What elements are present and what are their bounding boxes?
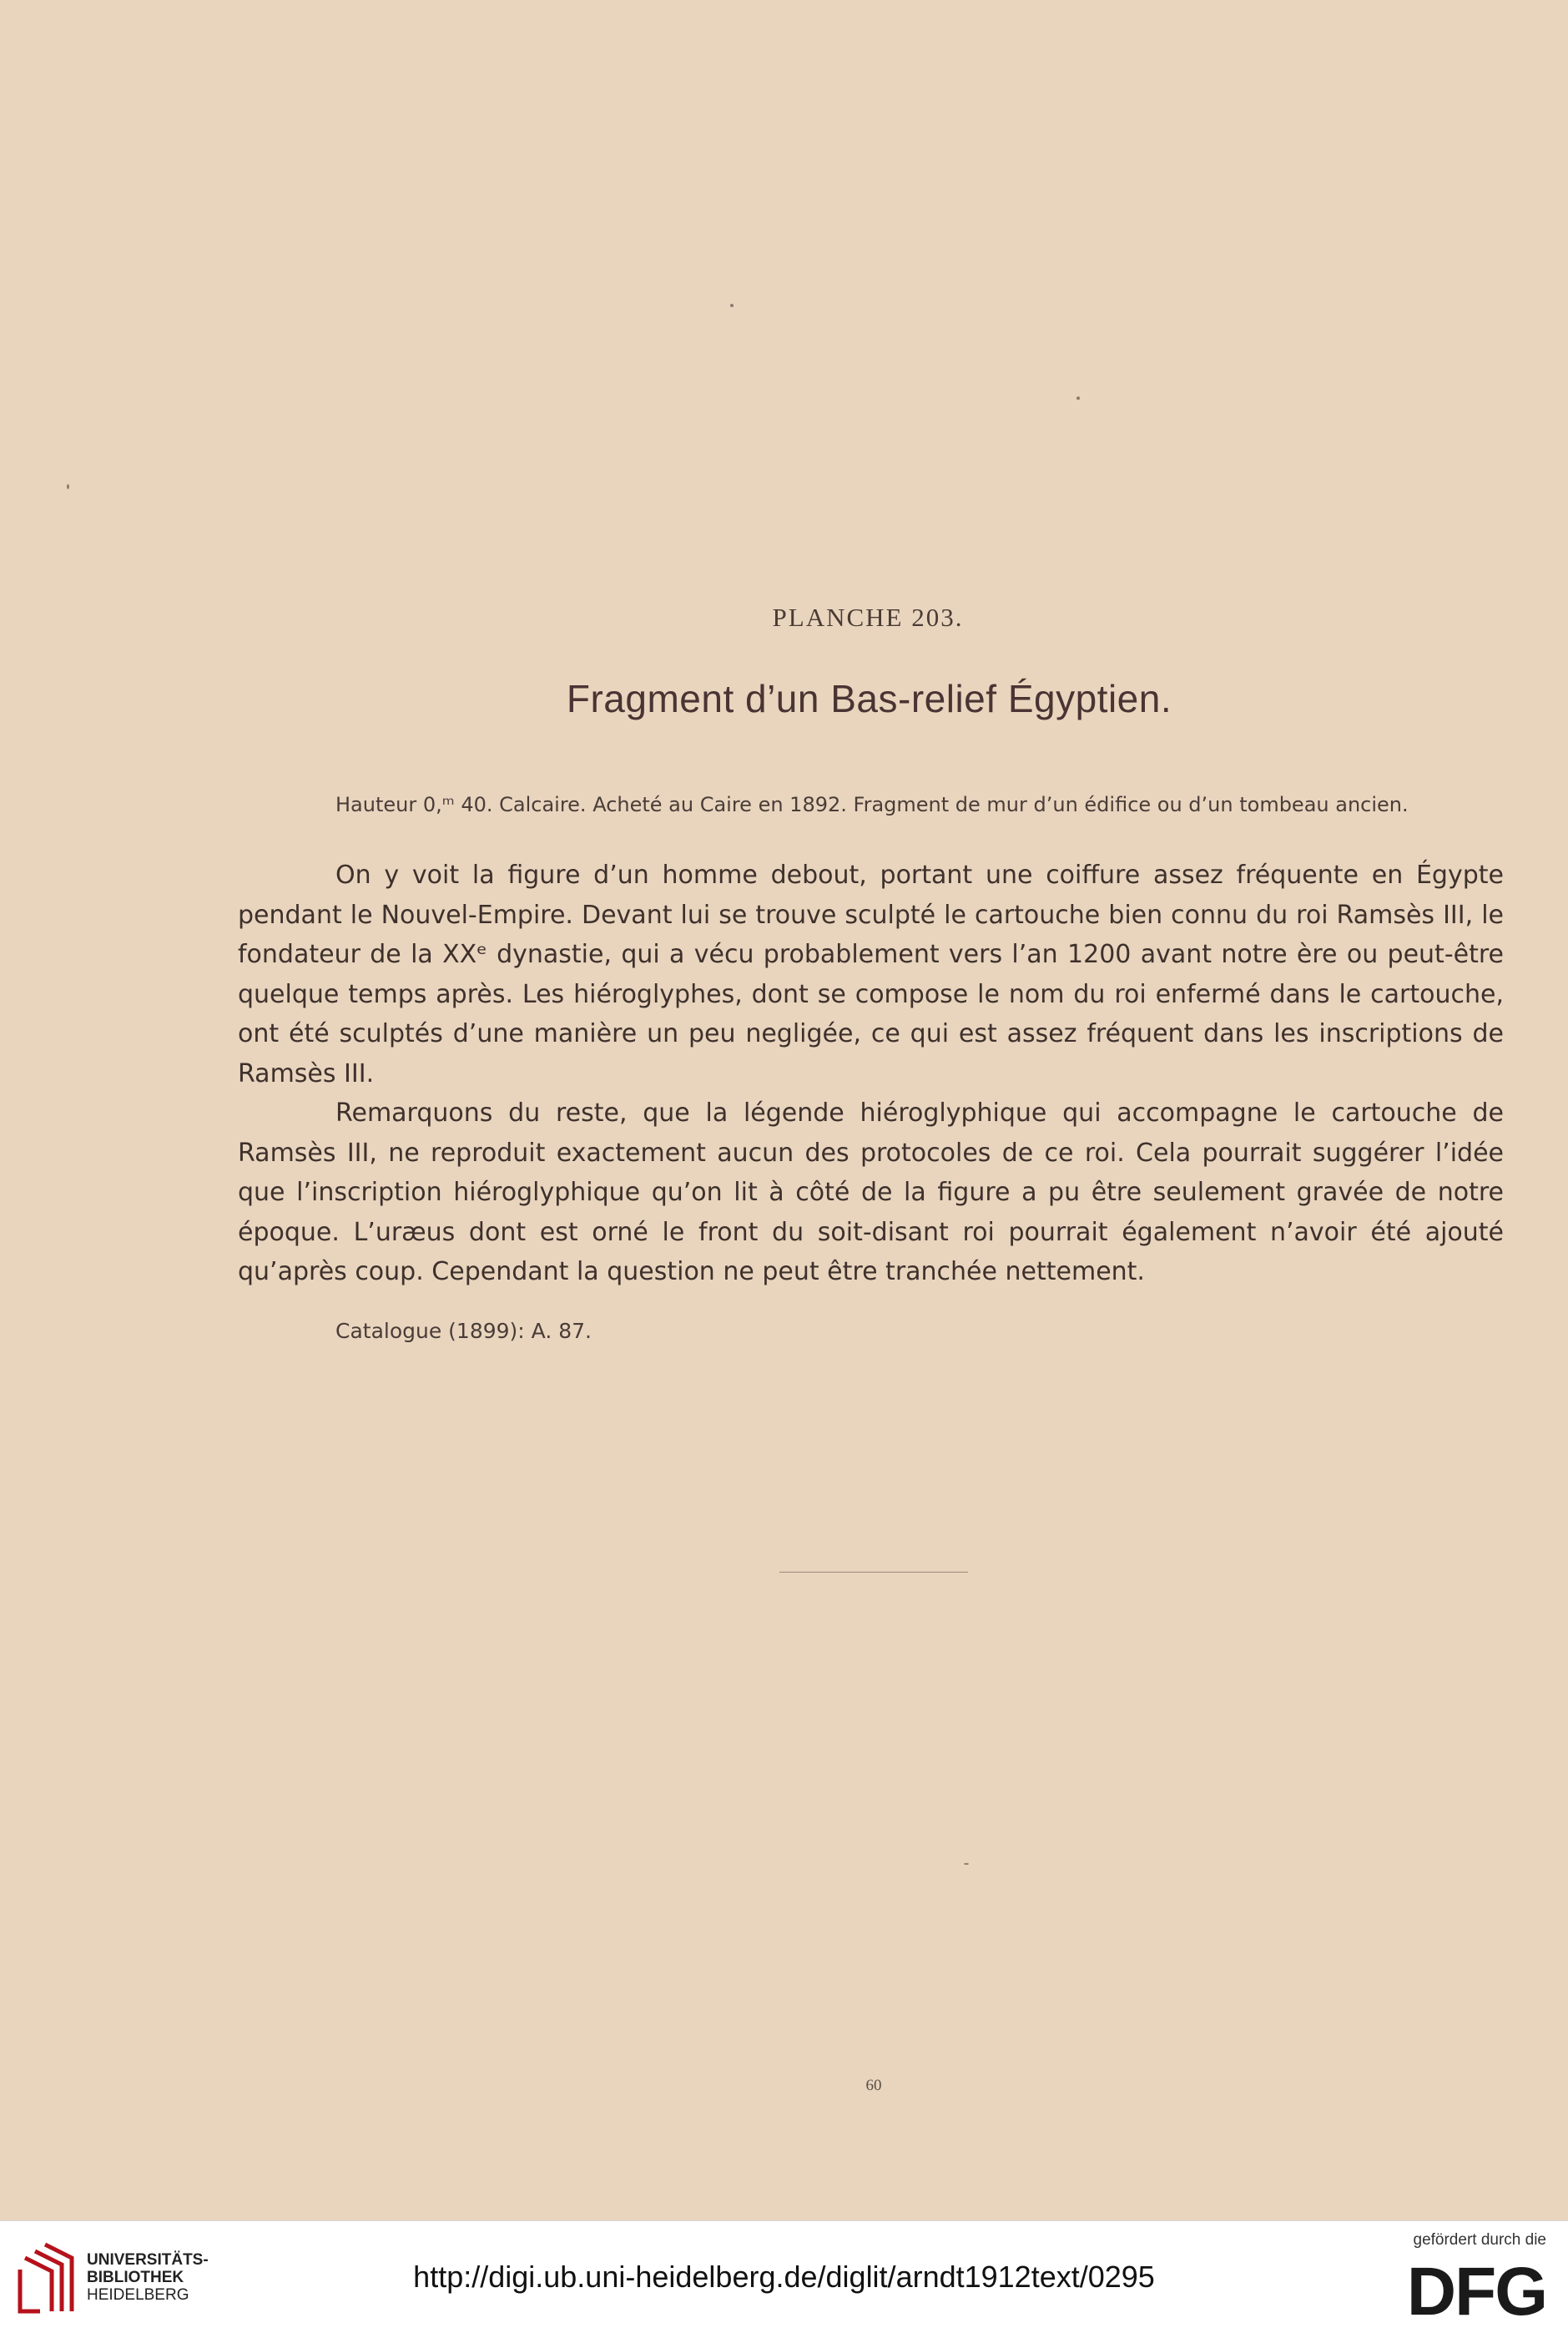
library-name-line: BIBLIOTHEK [87,2269,184,2286]
library-name-line: UNIVERSITÄTS- [87,2251,209,2269]
catalogue-reference: Catalogue (1899): A. 87. [335,1319,592,1343]
plate-number: PLANCHE 203. [772,603,964,632]
paragraph: Remarquons du reste, que la légende hiéroglyphique qui accompagne le cartouche de Ramsès III, ne reproduit exactement aucun des protocoles de ce roi. Cela pourrait suggérer l’idée que l’inscription hiéroglyphique qu’on lit à côté de la figure a pu être seulement gravée de notre époque. L’uræus dont est orné le front du soit-disant roi pourrait également n’avoir été ajouté qu’après coup. Cependant la question ne peut être tranchée nettement. [238,1098,1504,1286]
body-text [238,856,1504,1292]
paper-speck [67,484,69,489]
section-divider [779,1572,968,1573]
paragraph: On y voit la figure d’un homme debout, portant une coiffure assez fréquente en Égypte pendant le Nouvel-Empire. Devant lui se trouve sculpté le cartouche bien connu du roi Ramsès III, le fondateur de la XXᵉ dynastie, qui a vécu probablement vers l’an 1200 avant notre ère ou peut-être quelque temps après. Les hiéroglyphes, dont se compose le nom du roi enfermé dans le cartouche, ont été sculptés d’une manière un peu negligée, ce qui est assez fréquent dans les inscriptions de Ramsès III. [238,861,1504,1088]
paper-speck [1076,396,1080,400]
permalink-url[interactable]: http://digi.ub.uni-heidelberg.de/diglit/arndt1912text/0295 [413,2260,1155,2294]
paper-speck [730,304,734,307]
page-number: 60 [865,2077,882,2094]
library-name-line: HEIDELBERG [87,2286,189,2304]
object-description: Hauteur 0,ᵐ 40. Calcaire. Acheté au Caire en 1892. Fragment de mur d’un édifice ou d’un tombeau ancien. [335,793,1409,816]
paper-speck [964,1863,969,1865]
plate-title: Fragment d’un Bas-relief Égyptien. [566,677,1172,720]
sponsor-caption: gefördert durch die [1413,2231,1546,2249]
digitization-footer [0,2220,1568,2333]
dfg-logo[interactable]: DFG [1406,2254,1546,2330]
